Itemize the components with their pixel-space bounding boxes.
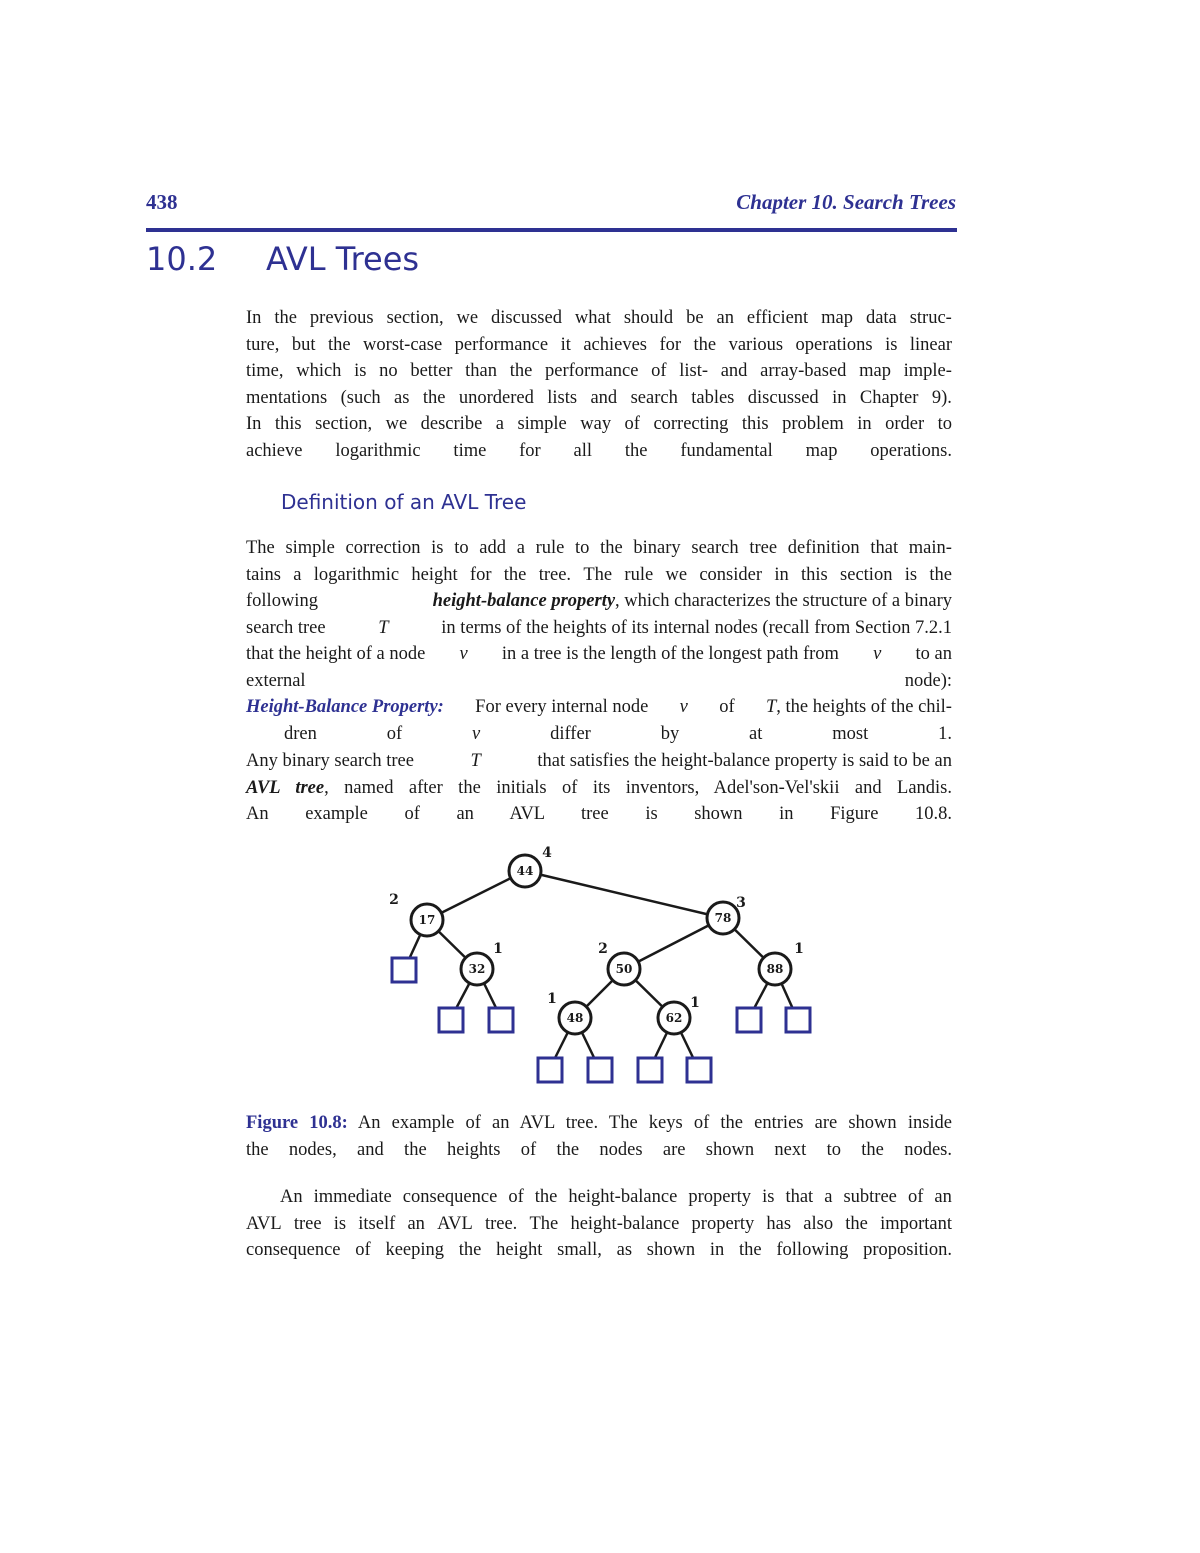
word: itself (358, 1213, 396, 1234)
node-height-label: 4 (542, 845, 552, 861)
word: mentations (246, 387, 328, 408)
word: add (479, 538, 506, 558)
word: AVL (437, 1213, 473, 1234)
word: than (465, 361, 497, 381)
word: The (246, 538, 275, 558)
avl-line: An example of an AVL tree is shown in Figure 10.8. (246, 804, 952, 824)
property-block (246, 694, 952, 747)
subsection-heading: Definition of an AVL Tree (281, 490, 527, 514)
word: consider (699, 564, 763, 585)
definition-line (246, 641, 952, 668)
word: discussed (747, 387, 819, 408)
definition-line (246, 615, 952, 642)
closing-paragraph (246, 1184, 952, 1264)
math-var: T (378, 617, 389, 638)
word: the (327, 334, 351, 355)
definition-line: external node): (246, 670, 952, 691)
word: AVL (246, 1213, 282, 1234)
caption-line: the nodes, and the heights of the nodes are shown next to the nodes. (246, 1139, 952, 1160)
intro-paragraph (246, 305, 952, 464)
word: way (580, 414, 612, 434)
word: problem (782, 414, 844, 434)
caption-label: Figure 10.8: (246, 1113, 348, 1133)
text-fragment: search tree (246, 617, 326, 638)
word: that (870, 538, 899, 558)
node-key: 44 (516, 864, 534, 878)
word: that (785, 1187, 814, 1207)
header-rule (146, 228, 957, 232)
word: the (845, 1213, 868, 1234)
avl-tree-figure (380, 840, 820, 1090)
word: efficient (746, 308, 809, 328)
word: to (454, 538, 469, 558)
word: we (456, 308, 479, 328)
node-key: 88 (766, 962, 784, 976)
caption-line (246, 1110, 952, 1137)
property-tail (766, 694, 952, 721)
word: to (575, 538, 590, 558)
external-node (439, 1008, 463, 1032)
word: property (688, 1187, 752, 1207)
closing-line (246, 1211, 952, 1238)
word: also (803, 1213, 834, 1234)
word: The (583, 564, 613, 585)
word: a (293, 564, 302, 585)
text-fragment: Any binary search tree (246, 751, 414, 771)
text-fragment: , which characterizes the structure of a binary (615, 591, 952, 611)
word: which (296, 361, 342, 381)
word: height (411, 564, 458, 585)
math-var: v (873, 644, 882, 664)
avl-definition-paragraph (246, 748, 952, 828)
text-fragment: For every internal node (475, 697, 649, 717)
word: rule (624, 564, 654, 585)
tree-node-62 (658, 995, 700, 1034)
word: describe (420, 414, 483, 434)
word: what (574, 308, 611, 328)
text-fragment: in terms of the heights of its internal nodes (recall from Section 7.2.1 (441, 617, 952, 638)
word: Chapter (859, 387, 919, 408)
word: order (885, 414, 925, 434)
word: operations (795, 334, 873, 355)
word: should (623, 308, 674, 328)
word: previous (309, 308, 374, 328)
word: simple (517, 414, 567, 434)
word: imple- (903, 361, 952, 381)
node-height-label: 1 (547, 991, 557, 1007)
word: a (516, 538, 525, 558)
chapter-title: Chapter 10. Search Trees (736, 190, 956, 214)
word: is (354, 361, 367, 381)
definition-line (246, 588, 952, 615)
external-node (392, 958, 416, 982)
word: and (720, 361, 748, 381)
text-fragment: following (246, 591, 318, 611)
word: this (741, 414, 769, 434)
word: in (832, 387, 847, 408)
external-nodes (392, 958, 810, 1082)
text-fragment: dren of (284, 723, 403, 744)
word: this (274, 414, 302, 434)
tree-node-17 (389, 892, 443, 936)
word: unordered (458, 387, 534, 408)
word: time, (246, 361, 284, 381)
external-node (538, 1058, 562, 1082)
word: has (766, 1213, 792, 1234)
term-height-balance: height-balance property (432, 591, 616, 611)
word: height-balance (568, 1187, 678, 1207)
word: tables (691, 387, 735, 408)
tree-node-32 (461, 941, 503, 985)
word: In (246, 308, 262, 328)
word: we (665, 564, 688, 585)
caption-text: An example of an AVL tree. The keys of the entries are shown inside (357, 1113, 953, 1133)
node-key: 78 (714, 911, 732, 925)
internal-nodes (389, 845, 804, 1034)
definition-line (246, 535, 952, 562)
word: performance (544, 361, 639, 381)
word: and (590, 387, 618, 408)
node-height-label: 3 (736, 895, 746, 911)
tree-node-78 (707, 895, 746, 934)
property-label: Height-Balance Property: (246, 697, 444, 717)
word: a (824, 1187, 833, 1207)
external-node (638, 1058, 662, 1082)
node-key: 17 (418, 913, 436, 927)
text-fragment: of (719, 697, 735, 717)
closing-line: consequence of keeping the height small, as shown in the following proposition. (246, 1240, 952, 1260)
definition-line (246, 562, 952, 589)
node-key: 50 (615, 962, 633, 976)
word: no (379, 361, 398, 381)
word: the (600, 538, 623, 558)
intro-line (246, 358, 952, 385)
external-node (786, 1008, 810, 1032)
closing-line (246, 1184, 952, 1211)
word: rule (535, 538, 565, 558)
edge-44-78 (525, 871, 723, 918)
external-node (687, 1058, 711, 1082)
word: struc- (909, 308, 952, 328)
node-height-label: 1 (794, 941, 804, 957)
word: is (333, 1213, 347, 1234)
intro-line (246, 411, 952, 438)
word: of (508, 1187, 524, 1207)
word: subtree (843, 1187, 897, 1207)
math-var: v (679, 697, 688, 717)
word: list- (679, 361, 709, 381)
word: definition (787, 538, 860, 558)
section-number: 10.2 (146, 240, 218, 278)
tree-node-44 (509, 845, 552, 887)
word: immediate (313, 1187, 392, 1207)
intro-line (246, 385, 952, 412)
word: of (624, 414, 640, 434)
word: ture, (246, 334, 280, 355)
word: a (495, 414, 504, 434)
word: property (691, 1213, 755, 1234)
word: the (509, 361, 533, 381)
word: performance (454, 334, 549, 355)
word: to (937, 414, 952, 434)
word: tree. (538, 564, 572, 585)
word: an (716, 308, 734, 328)
word: logarithmic (313, 564, 400, 585)
definition-paragraph (246, 535, 952, 694)
word: an (407, 1213, 425, 1234)
word: data (865, 308, 897, 328)
word: important (880, 1213, 952, 1234)
word: tree (749, 538, 778, 558)
word: the (534, 1187, 558, 1207)
word: the (929, 564, 952, 585)
word: various (728, 334, 784, 355)
avl-line (246, 775, 952, 802)
word: (such (340, 387, 381, 408)
word: 9). (931, 387, 952, 408)
word: tree. (484, 1213, 518, 1234)
word: height-balance (570, 1213, 680, 1234)
word: array-based (760, 361, 847, 381)
word: of (651, 361, 667, 381)
property-line (246, 694, 952, 721)
tree-node-50 (598, 941, 640, 985)
word: lists (547, 387, 578, 408)
word: achieves (583, 334, 647, 355)
word: linear (909, 334, 952, 355)
text-fragment: in a tree is the length of the longest path from (501, 644, 839, 664)
word: section, (386, 308, 444, 328)
word: The (529, 1213, 559, 1234)
node-key: 48 (566, 1011, 584, 1025)
node-key: 62 (665, 1011, 683, 1025)
math-var: v (459, 644, 468, 664)
word: is (431, 538, 444, 558)
word: discussed (491, 308, 562, 328)
word: In (246, 414, 262, 434)
word: for (659, 334, 682, 355)
word: the (503, 564, 527, 585)
word: simple (285, 538, 335, 558)
word: is (904, 564, 918, 585)
word: map (821, 308, 853, 328)
node-height-label: 2 (389, 892, 399, 908)
word: tains (246, 564, 281, 585)
word: this (801, 564, 828, 585)
figure-caption (246, 1110, 952, 1163)
node-height-label: 1 (690, 995, 700, 1011)
word: section, (315, 414, 373, 434)
text-fragment: that the height of a node (246, 644, 426, 664)
property-line (246, 721, 952, 748)
running-head (146, 190, 956, 216)
word: in (857, 414, 872, 434)
node-height-label: 1 (493, 941, 503, 957)
word: of (907, 1187, 924, 1207)
page-number: 438 (146, 190, 178, 214)
external-node (588, 1058, 612, 1082)
word: the (422, 387, 446, 408)
word: tree (293, 1213, 322, 1234)
section-title: AVL Trees (266, 240, 420, 278)
intro-line (246, 332, 952, 359)
word: better (410, 361, 453, 381)
tree-node-48 (547, 991, 591, 1034)
word: section (840, 564, 893, 585)
math-var: v (472, 723, 481, 744)
word: search (691, 538, 739, 558)
term-avl-tree: AVL tree (246, 777, 325, 798)
external-node (489, 1008, 513, 1032)
external-node (737, 1008, 761, 1032)
text-fragment: , named after the initials of its inventors, Adel'son-Vel'skii and Landis. (324, 777, 952, 798)
word: correction (345, 538, 421, 558)
word: binary (633, 538, 681, 558)
word: worst-case (363, 334, 443, 355)
word: we (385, 414, 408, 434)
word: correcting (653, 414, 729, 434)
avl-line (246, 748, 952, 775)
word: is (762, 1187, 775, 1207)
intro-line: achieve logarithmic time for all the fundamental map operations. (246, 440, 952, 461)
text-fragment: to an (915, 644, 952, 664)
word: it (560, 334, 571, 355)
word: search (630, 387, 678, 408)
word: main- (908, 538, 952, 558)
word: be (686, 308, 704, 328)
math-var: T (470, 751, 481, 771)
text-fragment: , the heights of the chil- (776, 697, 952, 717)
node-height-label: 2 (598, 941, 608, 957)
math-var: T (765, 697, 777, 717)
word: an (934, 1187, 952, 1207)
word: An (280, 1187, 303, 1207)
word: as (394, 387, 410, 408)
word: the (693, 334, 717, 355)
word: is (885, 334, 898, 355)
text-fragment: that satisfies the height-balance property is said to be an (537, 751, 952, 771)
word: the (274, 308, 297, 328)
word: map (859, 361, 891, 381)
word: but (291, 334, 316, 355)
word: for (469, 564, 492, 585)
tree-node-88 (759, 941, 804, 985)
word: in (774, 564, 789, 585)
intro-line (246, 305, 952, 332)
node-key: 32 (468, 962, 486, 976)
text-fragment: differ by at most 1. (550, 723, 952, 744)
word: consequence (402, 1187, 498, 1207)
definition-term (433, 588, 952, 615)
